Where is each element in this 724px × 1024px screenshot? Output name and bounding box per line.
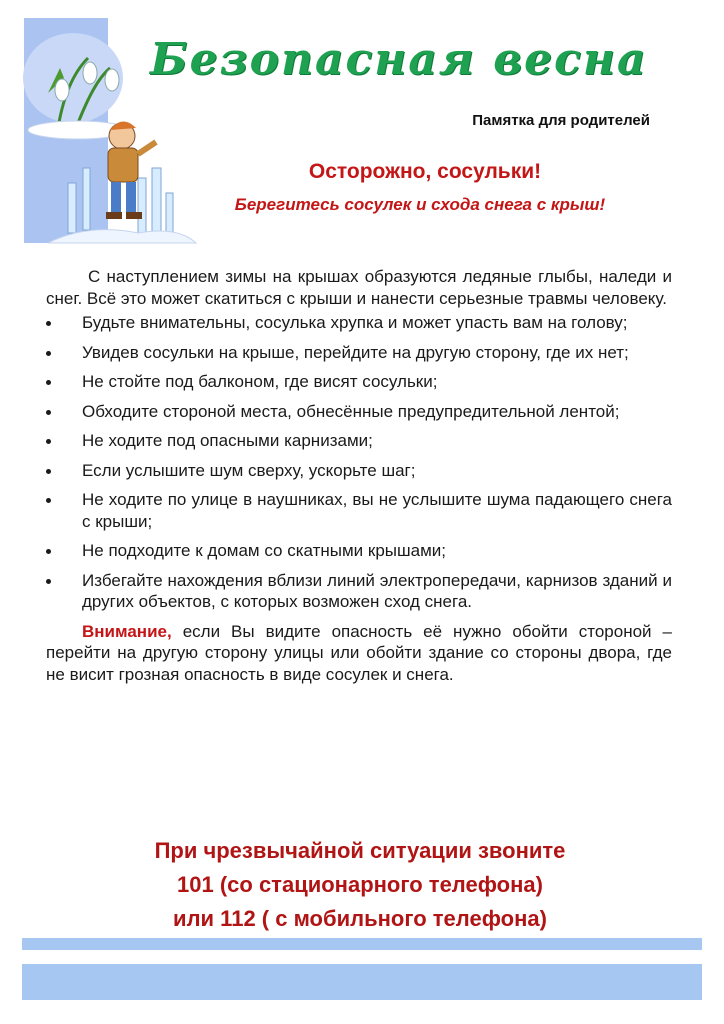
- emergency-line-3: или 112 ( с мобильного телефона): [173, 906, 547, 931]
- page-title: Безопасная весна: [150, 34, 648, 85]
- list-item: [46, 401, 672, 423]
- attention-label: Внимание,: [82, 621, 172, 641]
- emergency-contacts: [60, 834, 660, 936]
- emergency-line-1: При чрезвычайной ситуации звоните: [154, 838, 566, 863]
- rule-text: Не подходите к домам со скатными крышами;: [82, 541, 446, 560]
- rule-text: Избегайте нахождения вблизи линий электропередачи, карнизов зданий и других объектов, с которых возможен сход снега.: [82, 570, 672, 611]
- list-item: [46, 460, 672, 482]
- intro-paragraph: С наступлением зимы на крышах образуются ледяные глыбы, наледи и снег. Всё это может скатиться с крыши и нанести серьезные травмы человеку.: [46, 267, 672, 308]
- bullet-icon: [46, 579, 51, 584]
- rule-text: Не ходите под опасными карнизами;: [82, 431, 373, 450]
- bullet-icon: [46, 439, 51, 444]
- rule-text: Если услышите шум сверху, ускорьте шаг;: [82, 460, 416, 480]
- rule-text: Не ходите по улице в наушниках, вы не услышите шума падающего снега с крыши;: [82, 490, 672, 531]
- warning-subline: Берегитесь сосулек и схода снега с крыш!: [234, 195, 606, 214]
- rule-text: Увидев сосульки на крыше, перейдите на другую сторону, где их нет;: [82, 342, 629, 362]
- list-item: [46, 342, 672, 364]
- memo-body: [46, 266, 672, 685]
- attention-paragraph: [46, 621, 672, 686]
- bullet-icon: [46, 549, 51, 554]
- list-item: [46, 312, 672, 334]
- list-item: [46, 489, 672, 532]
- attention-text: если Вы видите опасность её нужно обойти стороной – перейти на другую сторону улицы или обойти здание со стороны двора, где не висит грозная опасность в виде сосулек и снега.: [46, 621, 672, 684]
- list-item: [46, 371, 672, 393]
- boy-figure-icon: [106, 121, 156, 219]
- page-subtitle: Памятка для родителей: [472, 112, 650, 129]
- list-item: [46, 430, 672, 452]
- bullet-icon: [46, 410, 51, 415]
- bullet-icon: [46, 321, 51, 326]
- safety-rules-list: [46, 312, 672, 613]
- rule-text: Обходите стороной места, обнесённые предупредительной лентой;: [82, 401, 620, 421]
- list-item: [46, 570, 672, 613]
- rule-text: Не стойте под балконом, где висят сосульки;: [82, 372, 438, 391]
- rule-text: Будьте внимательны, сосулька хрупка и может упасть вам на голову;: [82, 313, 628, 332]
- warning-headline: Осторожно, сосульки!: [308, 160, 542, 183]
- bullet-icon: [46, 380, 51, 385]
- bullet-icon: [46, 351, 51, 356]
- bullet-icon: [46, 469, 51, 474]
- footer-stripe-wide: [22, 964, 702, 1000]
- emergency-line-2: 101 (со стационарного телефона): [177, 872, 543, 897]
- list-item: [46, 540, 672, 562]
- bullet-icon: [46, 498, 51, 503]
- footer-stripe-thin: [22, 938, 702, 950]
